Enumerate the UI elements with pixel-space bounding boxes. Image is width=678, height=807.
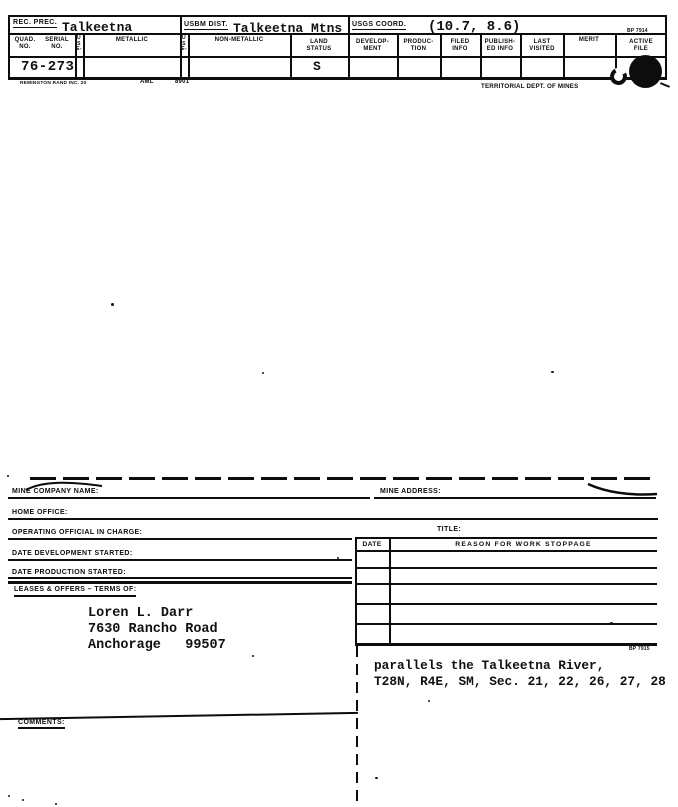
mine-company-rule	[8, 497, 370, 499]
scan-speck	[337, 557, 339, 559]
active-file-filled-circle	[629, 55, 662, 88]
quad-serial-entry: 76-273	[21, 59, 75, 75]
col-use-metallic: U S E-	[76, 35, 82, 52]
card-border-right	[665, 15, 667, 79]
col-development: DEVELOP- MENT	[355, 39, 390, 52]
card-border-top	[8, 15, 667, 17]
col-divider	[290, 33, 292, 77]
scan-speck	[428, 700, 430, 702]
stoppage-row-line	[355, 603, 657, 605]
usgs-coord-value: (10.7, 8.6)	[428, 19, 521, 35]
col-use-nonmetallic: U S E-	[181, 35, 187, 52]
strip-divider-2	[348, 15, 350, 33]
scan-speck	[7, 475, 9, 477]
rec-prec-label: REC. PREC.	[13, 19, 58, 26]
scan-speck	[610, 622, 613, 624]
form-code-a: AML	[140, 79, 154, 85]
form-number-top: BP 7914	[627, 28, 648, 34]
col-divider	[348, 33, 350, 77]
col-divider	[397, 33, 399, 77]
date-production-label: DATE PRODUCTION STARTED:	[12, 569, 126, 576]
scan-speck	[375, 777, 378, 779]
home-office-rule	[8, 518, 658, 520]
usbm-dist-label: USBM DIST.	[184, 21, 228, 28]
mine-address-label: MINE ADDRESS:	[380, 488, 441, 495]
active-file-ring-mark	[608, 66, 629, 87]
col-production: PRODUC- TION	[403, 39, 434, 52]
form-number-bottom: BP 7915	[629, 646, 650, 652]
date-development-label: DATE DEVELOPMENT STARTED:	[12, 550, 133, 557]
usbm-dist-value: Talkeetna Mtns	[233, 21, 343, 36]
scan-speck	[551, 371, 554, 373]
scan-speck	[8, 795, 10, 797]
stoppage-table-left-border	[355, 537, 357, 643]
operating-official-rule	[8, 538, 352, 540]
card-border-bottom	[8, 77, 667, 80]
col-quad-no: QUAD. NO.	[14, 37, 36, 50]
form-code-b: 8901	[175, 79, 190, 85]
col-last-visited: LAST VISITED	[529, 39, 555, 52]
date-production-rule-2	[8, 581, 352, 584]
lessee-name: Loren L. Darr	[88, 606, 194, 621]
scan-speck	[252, 655, 254, 657]
comments-label: COMMENTS:	[18, 719, 65, 729]
stoppage-table-bottom	[355, 643, 657, 646]
leases-offers-label: LEASES & OFFERS – TERMS OF:	[14, 586, 136, 597]
date-production-rule-1	[8, 577, 352, 579]
col-serial-no: SERIAL NO.	[45, 37, 69, 50]
stoppage-reason-header: REASON FOR WORK STOPPAGE	[455, 541, 592, 548]
usgs-coord-label: USGS COORD.	[352, 21, 407, 28]
scan-speck	[22, 799, 24, 801]
stoppage-row-line	[355, 550, 657, 552]
scan-speck	[111, 303, 114, 306]
col-filed-info: FILED INFO	[450, 39, 470, 52]
operating-official-label: OPERATING OFFICIAL IN CHARGE:	[12, 529, 143, 536]
stoppage-row-line	[355, 567, 657, 569]
scan-speck	[55, 803, 57, 805]
location-note-line2: T28N, R4E, SM, Sec. 21, 22, 26, 27, 28	[374, 674, 666, 689]
title-label: TITLE:	[437, 526, 462, 533]
location-note-line1: parallels the Talkeetna River,	[374, 658, 605, 673]
scan-speck	[262, 372, 264, 374]
col-non-metallic: NON-METALLIC	[214, 37, 264, 43]
col-divider	[440, 33, 442, 77]
col-metallic: METALLIC	[115, 37, 149, 43]
col-published-info: PUBLISH- ED INFO	[484, 39, 516, 52]
agency-imprint: TERRITORIAL DEPT. OF MINES	[481, 83, 579, 90]
stoppage-date-header: DATE	[362, 541, 382, 548]
col-active-file: ACTIVE FILE	[629, 39, 653, 52]
col-divider	[520, 33, 522, 77]
printer-imprint: REMINGTON RAND INC. 20	[20, 81, 87, 86]
card-top-edge	[30, 477, 657, 480]
rec-prec-value: Talkeetna	[62, 20, 133, 35]
col-divider	[83, 33, 85, 77]
card-fold-dashed-line	[356, 646, 358, 807]
stoppage-row-line	[355, 583, 657, 585]
card-border-left	[8, 15, 10, 79]
land-status-entry: S	[313, 59, 321, 74]
pen-tail-stroke	[660, 82, 670, 88]
col-merit: MERIT	[578, 37, 600, 43]
lessee-street: 7630 Rancho Road	[88, 622, 218, 637]
strip-divider-1	[180, 15, 182, 33]
stoppage-table-top	[355, 537, 657, 539]
mine-company-name-label: MINE COMPANY NAME:	[12, 488, 99, 495]
mine-address-rule	[374, 497, 656, 499]
col-land-status: LAND STATUS	[306, 39, 332, 52]
date-development-rule	[8, 559, 352, 561]
stoppage-date-divider	[389, 537, 391, 643]
home-office-label: HOME OFFICE:	[12, 509, 68, 516]
lessee-city-zip: Anchorage 99507	[88, 638, 226, 653]
header-row-divider-line	[8, 56, 667, 58]
